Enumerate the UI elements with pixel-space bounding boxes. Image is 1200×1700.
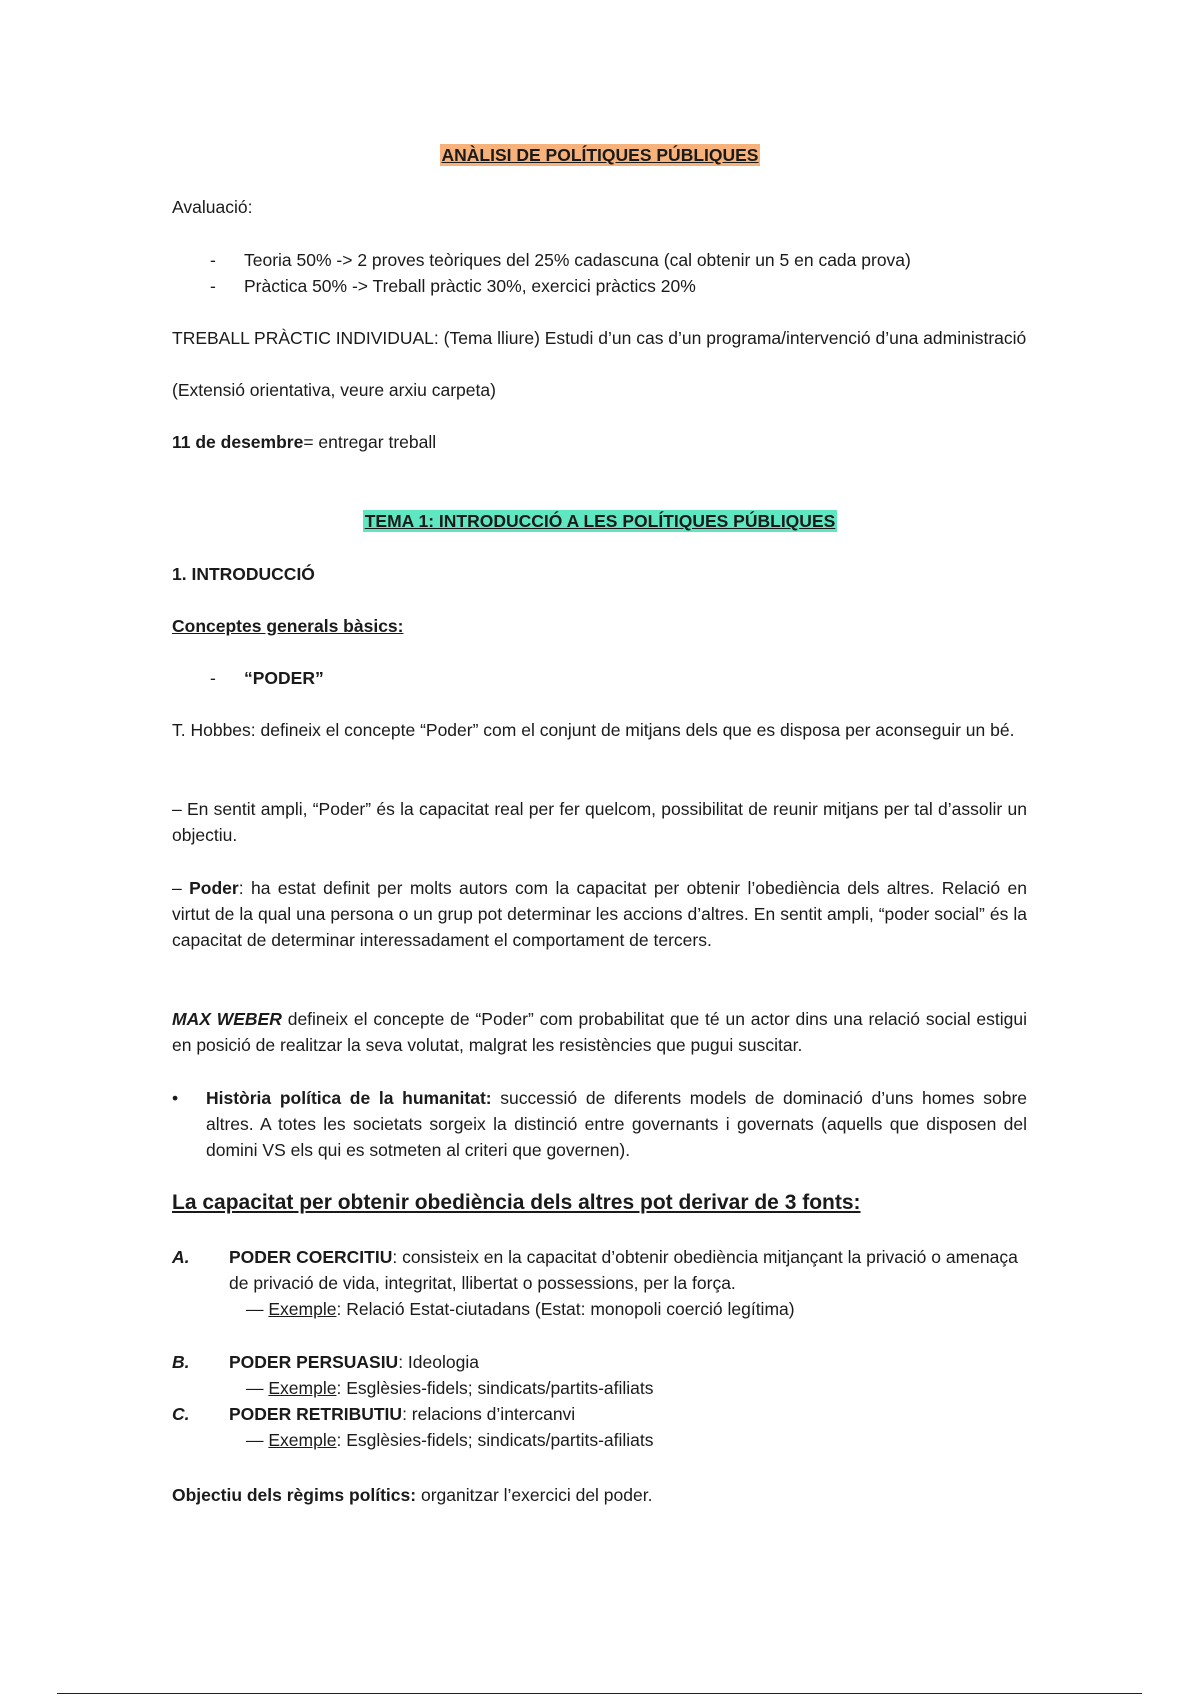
source-term: PODER COERCITIU: [229, 1247, 393, 1267]
source-item-retributiu: [172, 1401, 1027, 1453]
example-label: Exemple: [268, 1378, 337, 1398]
source-letter: C.: [172, 1404, 190, 1424]
topic-title: TEMA 1: INTRODUCCIÓ A LES POLÍTIQUES PÚBLIQUES: [364, 511, 836, 531]
source-example: [246, 1296, 1027, 1322]
objective-text: organitzar l’exercici del poder.: [416, 1485, 653, 1505]
deadline: [172, 429, 1027, 455]
source-text: : Ideologia: [398, 1352, 479, 1372]
evaluation-item-text: Teoria 50% -> 2 proves teòriques del 25% cadascuna (cal obtenir un 5 en cada prova): [244, 250, 911, 270]
source-example: [246, 1375, 1027, 1401]
poder-term: Poder: [189, 878, 239, 898]
sources-heading: La capacitat per obtenir obediència dels altres pot derivar de 3 fonts:: [172, 1191, 861, 1214]
source-text: : consisteix en la capacitat d’obtenir obediència mitjançant la privació o amenaça de privació de vida, integritat, llibertat o possessions, per la força.: [229, 1247, 1018, 1293]
poder-text: : ha estat definit per molts autors com la capacitat per obtenir l’obediència dels altres. Relació en virtut de la qual una persona o un grup pot determinar les accions d’altres. En sentit ampli, “poder social” és la capacitat de determinar interessadament el comportament de tercers.: [172, 878, 1027, 950]
example-text: : Relació Estat-ciutadans (Estat: monopoli coerció legítima): [336, 1299, 795, 1319]
deadline-text: = entregar treball: [303, 432, 437, 452]
paragraph-weber: [172, 1006, 1027, 1058]
weber-name: MAX WEBER: [172, 1009, 282, 1029]
source-text: : relacions d’intercanvi: [402, 1404, 576, 1424]
history-bullet-body: [206, 1085, 1027, 1163]
section-heading: 1. INTRODUCCIÓ: [172, 564, 315, 584]
topic-title-row: [0, 508, 1200, 534]
practical-work-note: (Extensió orientativa, veure arxiu carpeta): [172, 380, 496, 400]
source-letter: B.: [172, 1352, 190, 1372]
objective-term: Objectiu dels règims polítics:: [172, 1485, 417, 1505]
bullet-marker: •: [172, 1088, 179, 1108]
example-dash: —: [246, 1430, 269, 1450]
objective: [172, 1482, 1027, 1508]
source-item-coercitiu: [172, 1244, 1027, 1322]
concept-item: [210, 665, 324, 691]
example-dash: —: [246, 1299, 269, 1319]
paragraph-broad: – En sentit ampli, “Poder” és la capacitat real per fer quelcom, possibilitat de reunir mitjans per tal d’assolir un objectiu.: [172, 799, 1027, 845]
evaluation-label: Avaluació:: [172, 197, 253, 217]
evaluation-item: [210, 273, 696, 299]
example-text: : Esglèsies-fidels; sindicats/partits-afiliats: [336, 1378, 654, 1398]
document-title: ANÀLISI DE POLÍTIQUES PÚBLIQUES: [441, 145, 759, 165]
history-term: Història política de la humanitat:: [206, 1088, 492, 1108]
history-bullet: [172, 1085, 1027, 1163]
source-body: [229, 1401, 1027, 1453]
source-body: [229, 1244, 1027, 1322]
concept-item-text: “PODER”: [244, 668, 324, 688]
footer-divider: [57, 1693, 1142, 1694]
practical-work-text: TREBALL PRÀCTIC INDIVIDUAL: (Tema lliure) Estudi d’un cas d’un programa/intervenció d’una administració: [172, 328, 1027, 348]
dash-marker: -: [210, 276, 216, 296]
paragraph-poder: [172, 875, 1027, 953]
example-label: Exemple: [268, 1430, 337, 1450]
dash-marker: -: [210, 668, 216, 688]
dash-marker: -: [210, 250, 216, 270]
deadline-date: 11 de desembre: [172, 432, 304, 452]
paragraph-hobbes: T. Hobbes: defineix el concepte “Poder” com el conjunt de mitjans dels que es disposa per aconseguir un bé.: [172, 720, 1015, 740]
example-text: : Esglèsies-fidels; sindicats/partits-afiliats: [336, 1430, 654, 1450]
evaluation-item: [210, 247, 911, 273]
source-term: PODER PERSUASIU: [229, 1352, 399, 1372]
weber-text: defineix el concepte de “Poder” com probabilitat que té un actor dins una relació social estigui en posició de realitzar la seva volutat, malgrat les resistències que pugui suscitar.: [172, 1009, 1028, 1055]
subsection-heading: Conceptes generals bàsics:: [172, 616, 404, 636]
example-dash: —: [246, 1378, 269, 1398]
source-term: PODER RETRIBUTIU: [229, 1404, 403, 1424]
document-title-row: [0, 142, 1200, 168]
history-text: successió de diferents models de dominació d’uns homes sobre altres. A totes les societats sorgeix la distinció entre governants i governats (aquells que disposen del domini VS els qui es sotmeten al criteri que governen).: [206, 1088, 1027, 1160]
source-example: [246, 1427, 1027, 1453]
source-item-persuasiu: [172, 1349, 1027, 1401]
evaluation-item-text: Pràctica 50% -> Treball pràctic 30%, exercici pràctics 20%: [244, 276, 696, 296]
source-body: [229, 1349, 1027, 1401]
poder-prefix: –: [172, 878, 190, 898]
source-letter: A.: [172, 1247, 190, 1267]
example-label: Exemple: [268, 1299, 337, 1319]
